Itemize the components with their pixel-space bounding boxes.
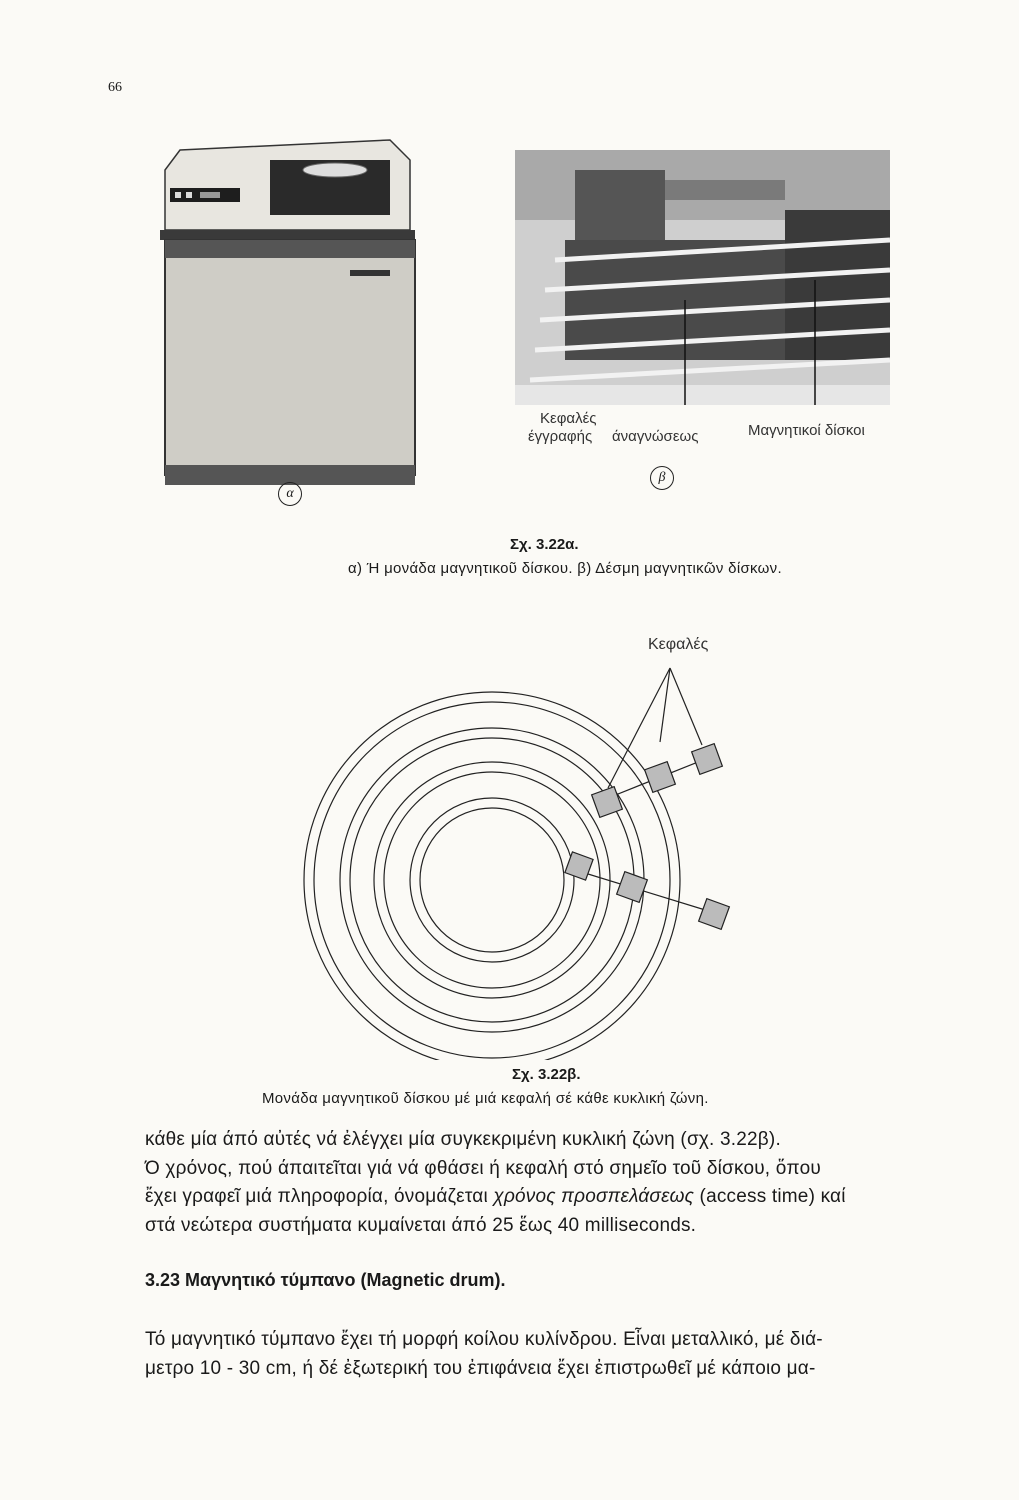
- label-read: άναγνώσεως: [612, 428, 699, 445]
- caption-22a-text: α) Ή μονάδα μαγνητικοῦ δίσκου. β) Δέσμη μαγνητικῶν δίσκων.: [348, 560, 782, 577]
- disk-unit-illustration: [160, 130, 420, 485]
- label-magnetic-disks: Μαγνητικοί δίσκοι: [748, 422, 865, 439]
- caption-22a-title: Σχ. 3.22α.: [510, 536, 579, 553]
- caption-22b-title: Σχ. 3.22β.: [512, 1066, 581, 1083]
- text-run: (access time) καί: [694, 1186, 846, 1207]
- text-run: ἔχει γραφεῖ μιά πληροφορία, όνομάζεται: [145, 1186, 494, 1207]
- disk-pack-photo: [515, 150, 890, 405]
- disk-unit-photo: [160, 130, 420, 485]
- paragraph-2-line-2: [145, 1183, 980, 1210]
- figure-b-marker: β: [650, 466, 674, 490]
- disk-heads-diagram: [290, 640, 740, 1060]
- page-number: 66: [108, 80, 122, 95]
- disk-pack-illustration: [515, 150, 890, 405]
- label-write: έγγραφής: [528, 428, 593, 445]
- paragraph-3-line-2: μετρο 10 - 30 cm, ή δέ ἐξωτερική του ἐπιφάνεια ἔχει ἐπιστρωθεῖ μέ κάποιο μα-: [145, 1358, 816, 1379]
- label-heads: Κεφαλές: [540, 410, 597, 427]
- paragraph-2-line-1: Ό χρόνος, πού άπαιτεῖται γιά νά φθάσει ή κεφαλή στό σημεῖο τοῦ δίσκου, ὅπου: [145, 1158, 821, 1179]
- paragraph-3-line-1: Τό μαγνητικό τύμπανο ἔχει τή μορφή κοίλου κυλίνδρου. Εἶναι μεταλλικό, μέ διά-: [145, 1329, 823, 1350]
- diagram-heads-label: Κεφαλές: [648, 636, 709, 653]
- emphasized-term: χρόνος προσπελάσεως: [493, 1186, 695, 1207]
- section-heading: 3.23 Μαγνητικό τύμπανο (Magnetic drum).: [145, 1270, 506, 1290]
- paragraph-1-line-1: κάθε μία άπό αὐτές νά ἐλέγχει μία συγκεκριμένη κυκλική ζώνη (σχ. 3.22β).: [145, 1129, 781, 1150]
- caption-22b-text: Μονάδα μαγνητικοῦ δίσκου μέ μιά κεφαλή σέ κάθε κυκλική ζώνη.: [262, 1090, 709, 1107]
- figure-a-marker: α: [278, 482, 302, 506]
- paragraph-2-line-3: στά νεώτερα συστήματα κυμαίνεται άπό 25 ἕως 40 milliseconds.: [145, 1215, 697, 1236]
